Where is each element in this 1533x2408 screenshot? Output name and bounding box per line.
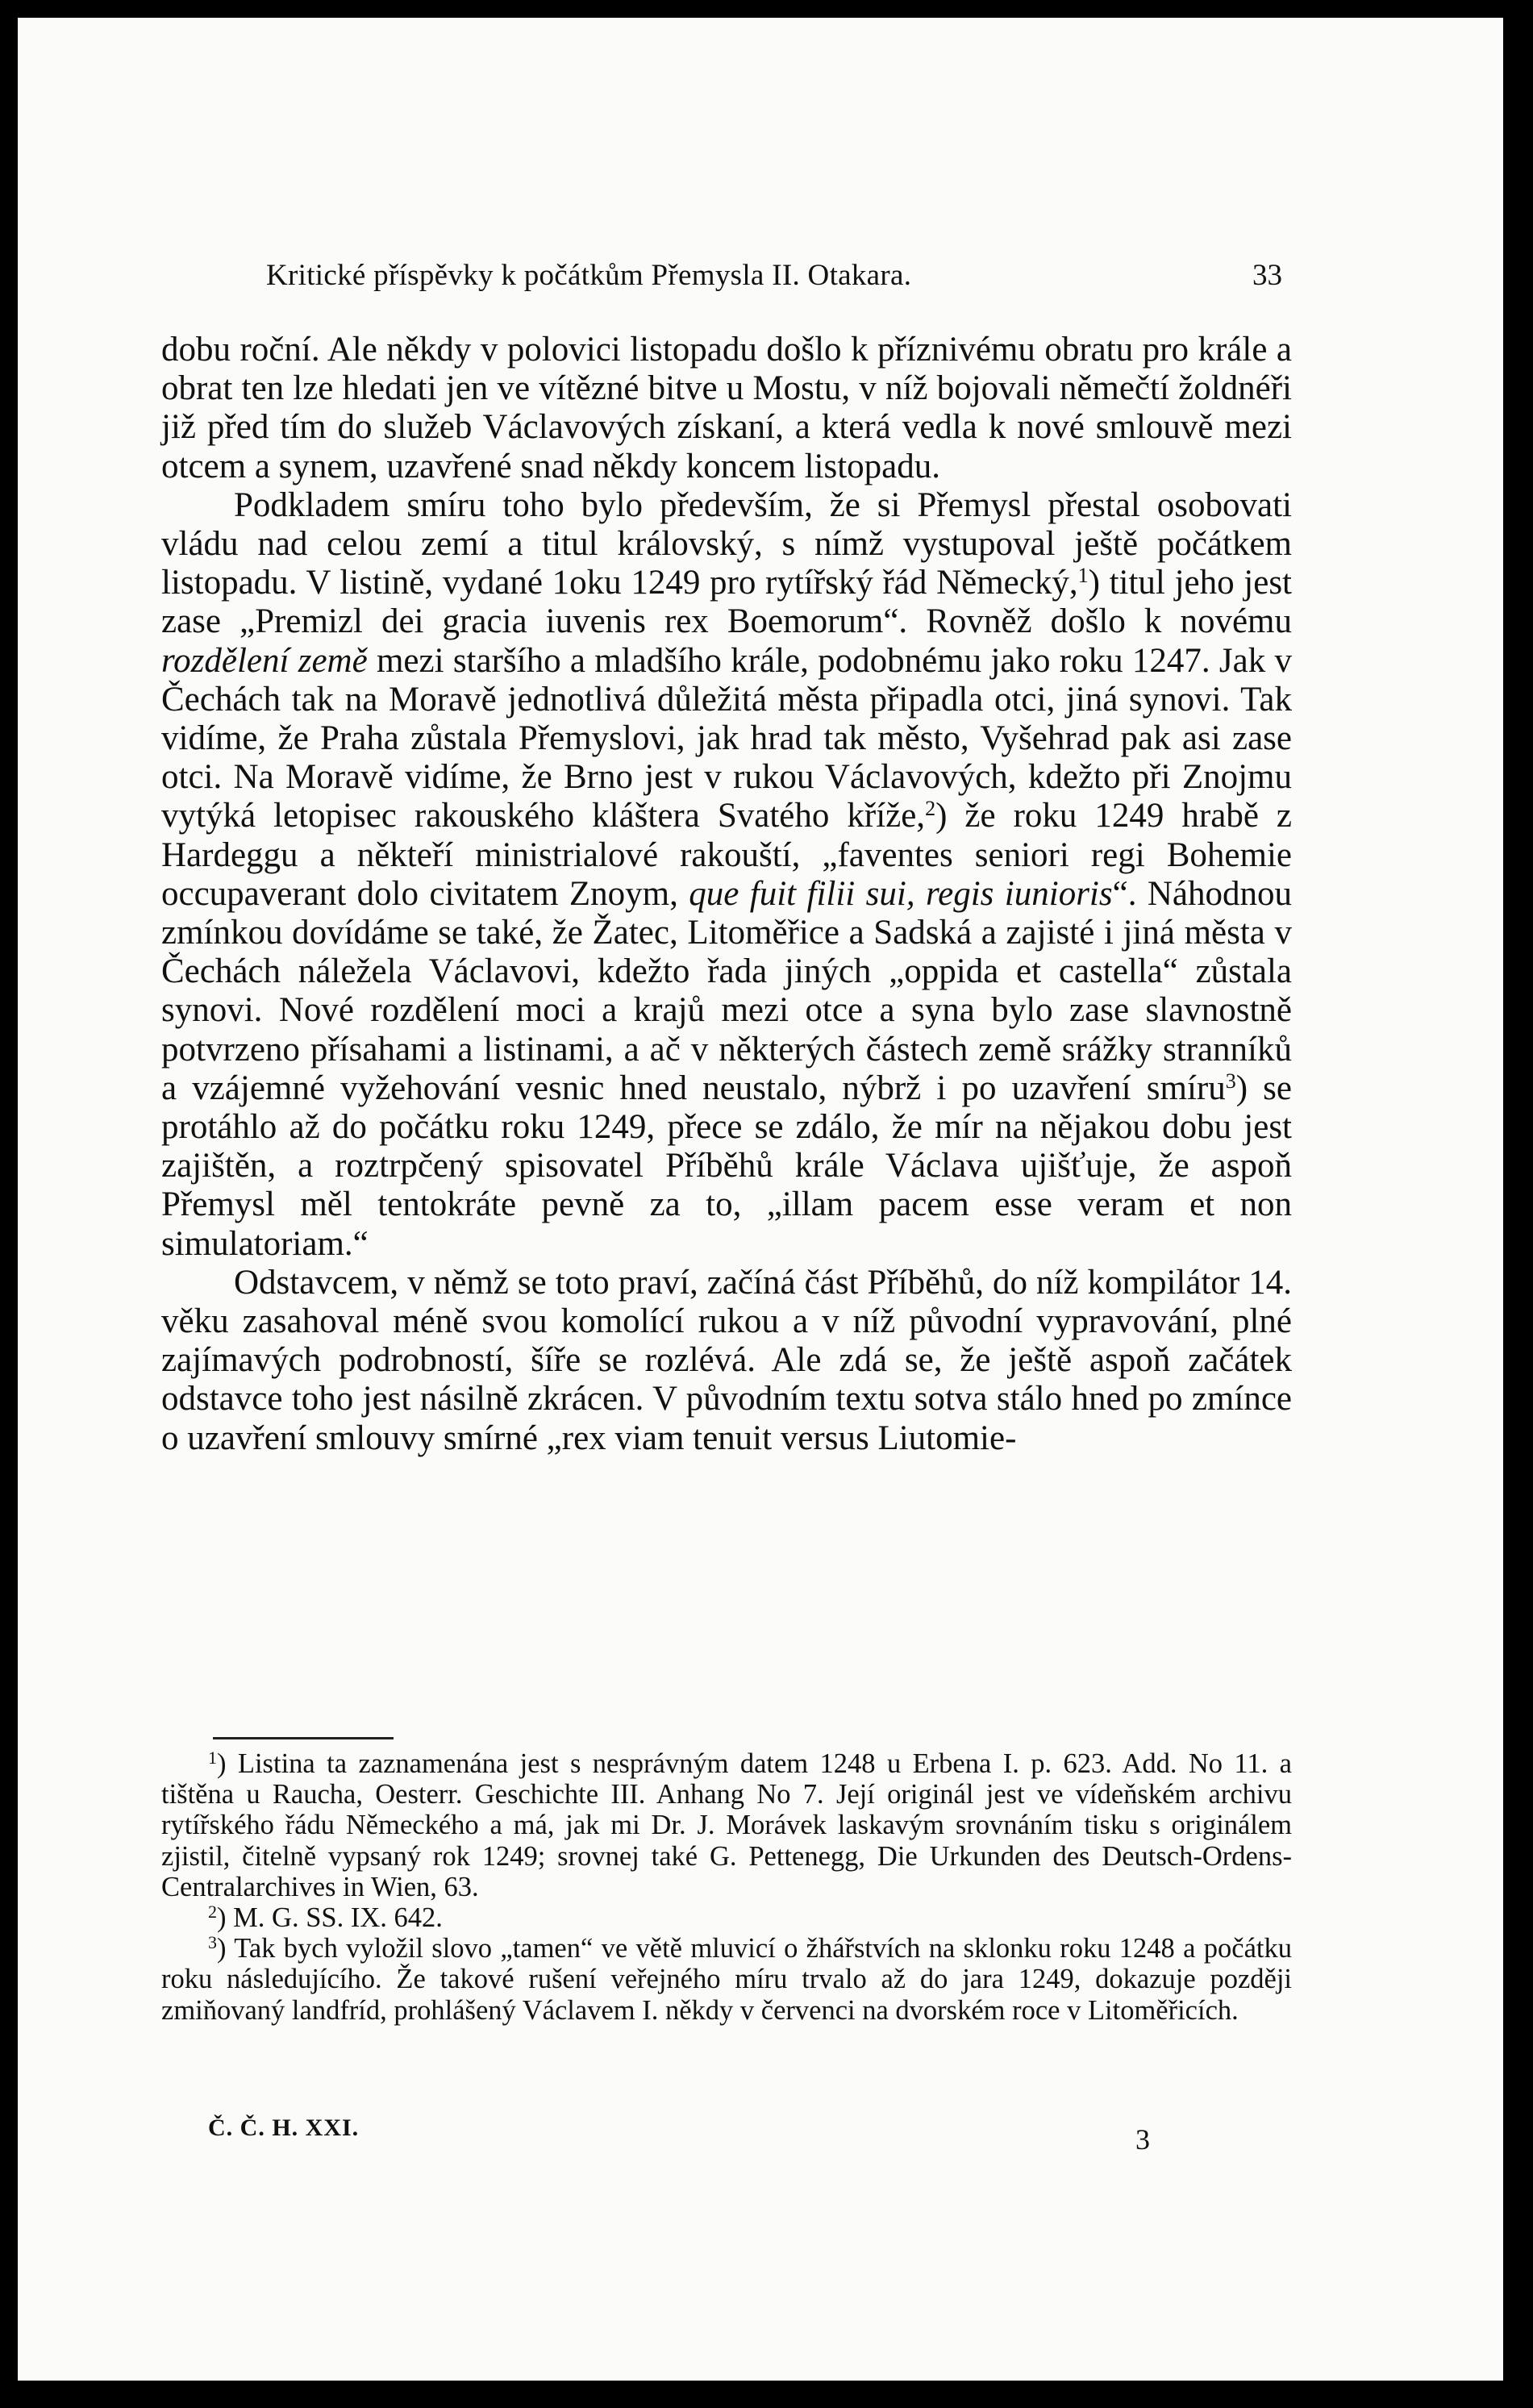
paragraph-3-text: Odstavcem, v němž se toto praví, začíná část Příběhů, do níž kompilátor 14. věku zasahoval méně svou komolící rukou a v níž původní vypravování, plné zajímavých podrobností, šíře se rozlévá. Ale zdá se, že ještě aspoň začátek odstavce toho jest násilně zkrácen. V původním textu sotva stálo hned po zmínce o uzavření smlouvy smírné „rex viam tenuit versus Liutomie- [161,1263,1292,1457]
footnote-2 [161,1902,1292,1933]
paragraph-1 [161,331,1292,486]
paragraph-2-part-e: “. Náhodnou zmínkou dovídáme se také, že Žatec, Litoměřice a Sadská a zajisté i jiná města v Čechách náležela Václavovi, kdežto řada jiných „oppida et castella“ zůstala synovi. Nové rozdělení moci a krajů mezi otce a syna bylo zase slavnostně potvrzeno přísahami a listinami, a ač v některých částech země srážky stranníků a vzájemné vyžehování vesnic hned neustalo, nýbrž i po uzavření smíru [161,874,1292,1107]
footnote-ref-3: 3 [1225,1069,1236,1093]
footnote-3 [161,1933,1292,2026]
footnote-divider [213,1737,394,1739]
footnote-2-mark: 2 [208,1902,217,1923]
emphasis-rozdeleni-zeme: rozdělení země [161,641,368,680]
page-number: 33 [1252,259,1282,292]
printer-signature: Č. Č. H. XXI. [208,2114,360,2141]
paragraph-1-text: dobu roční. Ale někdy v polovici listopadu došlo k příznivému obratu pro krále a obrat ten lze hledati jen ve vítězné bitve u Mostu, v níž bojovali němečtí žoldnéři již před tím do služeb Václavových získaní, a která vedla k nové smlouvě mezi otcem a synem, uzavřené snad někdy koncem listopadu. [161,331,1292,485]
running-title: Kritické příspěvky k počátkům Přemysla II. Otakara. [266,259,912,292]
footnote-2-text: ) M. G. SS. IX. 642. [217,1902,443,1934]
paragraph-2-part-b: ) titul jeho jest zase „Premizl dei gracia iuvenis rex Boemorum“. Rovněž došlo k novému [161,564,1292,641]
sheet-number: 3 [1135,2123,1150,2156]
paragraph-2-part-f: ) se protáhlo až do počátku roku 1249, přece se zdálo, že mír na nějakou dobu jest zajištěn, a roztrpčený spisovatel Příběhů krále Václava ujišťuje, že aspoň Přemysl měl tentokráte pevně za to, „illam pacem esse veram et non simulatoriam.“ [161,1069,1292,1263]
footnote-3-mark: 3 [208,1932,217,1953]
paragraph-2-part-a: Podkladem smíru toho bylo především, že si Přemysl přestal osobovati vládu nad celou zemí a titul královský, s nímž vystupoval ještě počátkem listopadu. V listině, vydané 1oku 1249 pro rytířský řád Německý, [161,485,1292,602]
footnotes [161,1748,1292,2026]
footnote-1 [161,1748,1292,1902]
paragraph-2-part-c: mezi staršího a mladšího krále, podobnému jako roku 1247. Jak v Čechách tak na Moravě jednotlivá důležitá města připadla otci, jiná synovi. Tak vidíme, že Praha zůstala Přemyslovi, jak hrad tak město, Vyšehrad pak asi zase otci. Na Moravě vidíme, že Brno jest v rukou Václavových, kdežto při Znojmu vytýká letopisec rakouského kláštera Svatého kříže, [161,641,1292,835]
footnote-1-mark: 1 [208,1748,217,1768]
paragraph-2 [161,486,1292,1264]
main-text [161,331,1292,1458]
footnote-3-text: ) Tak bych vyložil slovo „tamen“ ve větě mluvicí o žhářstvích na sklonku roku 1248 a počátku roku následujícího. Že takové rušení veřejného míru trvalo až do jara 1249, dokazuje později zmiňovaný landfríd, prohlášený Václavem I. někdy v červenci na dvorském roce v Litoměřicích. [161,1933,1292,2026]
footnote-ref-1: 1 [1077,564,1089,588]
footnote-ref-2: 2 [925,797,936,821]
footnote-1-text: ) Listina ta zaznamenána jest s nesprávným datem 1248 u Erbena I. p. 623. Add. No 11. a tištěna u Raucha, Oesterr. Geschichte III. Anhang No 7. Její originál jest ve vídeňském archivu rytířského řádu Německého a má, jak mi Dr. J. Morávek laskavým srovnáním tisku s originálem zjistil, čitelně vypsaný rok 1249; srovnej také G. Pettenegg, Die Urkunden des Deutsch-Ordens-Centralarchives in Wien, 63. [161,1748,1292,1902]
emphasis-latin-quote: que fuit filii sui, regis iunioris [689,874,1113,913]
paragraph-3 [161,1264,1292,1458]
paragraph-2-part-d: ) že roku 1249 hrabě z Hardeggu a někteří ministrialové rakouští, „faventes seniori regi Bohemie occupaverant dolo civitatem Znoym, [161,797,1292,913]
